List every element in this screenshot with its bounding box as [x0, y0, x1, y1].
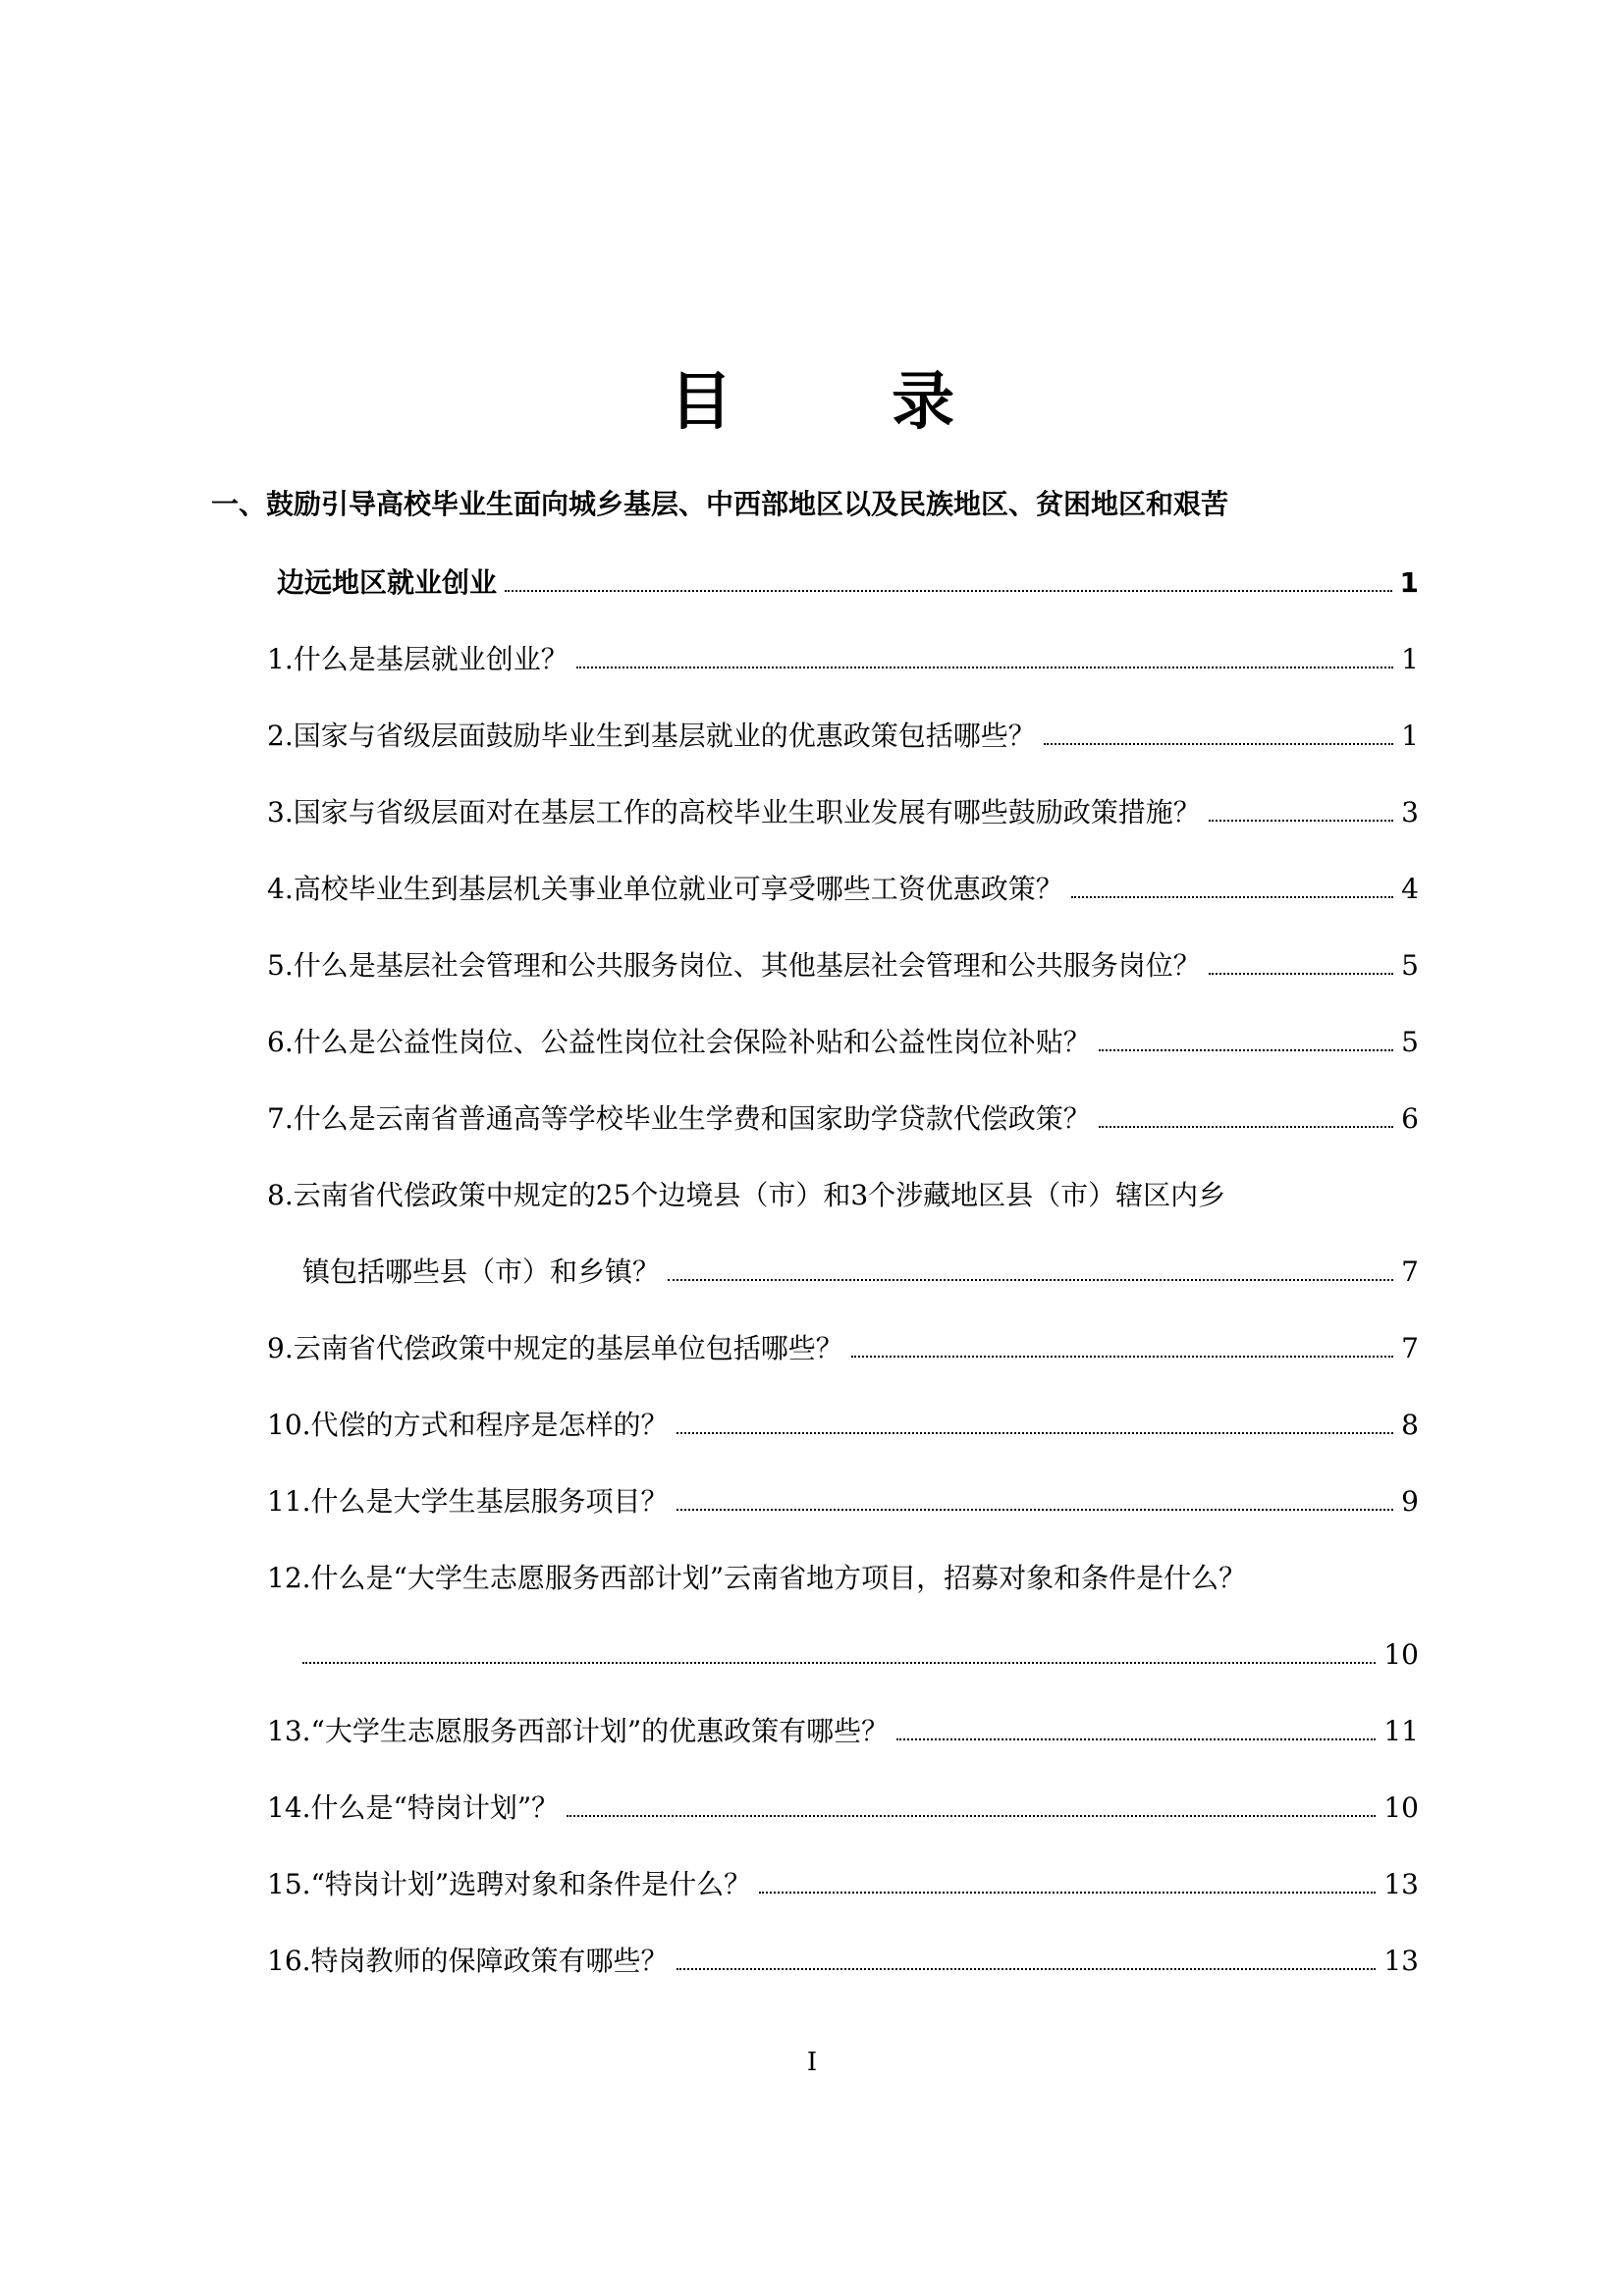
toc-page-number: 5 — [1401, 1026, 1419, 1058]
toc-section-title-line1: 一、鼓励引导高校毕业生面向城乡基层、中西部地区以及民族地区、贫困地区和艰苦 — [211, 488, 1229, 520]
toc-entry-4[interactable] — [267, 870, 1419, 909]
toc-page-number: 10 — [1383, 1638, 1419, 1671]
leader-dots — [851, 1356, 1393, 1358]
toc-page-number: 11 — [1383, 1715, 1419, 1747]
toc-entry-text: 3.国家与省级层面对在基层工作的高校毕业生职业发展有哪些鼓励政策措施？ — [267, 796, 1201, 828]
toc-entry-text: 14.什么是“特岗计划”？ — [267, 1791, 560, 1824]
toc-page-number: 5 — [1401, 949, 1419, 982]
toc-page-number: 8 — [1401, 1409, 1419, 1441]
toc-entry-10[interactable] — [267, 1406, 1419, 1445]
leader-dots — [668, 1279, 1393, 1281]
toc-page-number: 9 — [1401, 1485, 1419, 1518]
toc-entry-text: 7.什么是云南省普通高等学校毕业生学费和国家助学贷款代偿政策？ — [267, 1102, 1091, 1135]
leader-dots — [302, 1662, 1376, 1664]
toc-entry-12[interactable] — [267, 1559, 1419, 1598]
toc-page-number: 10 — [1383, 1791, 1419, 1824]
toc-entry-14[interactable] — [267, 1789, 1419, 1828]
toc-entry-text: 12.什么是“大学生志愿服务西部计划”云南省地方项目，招募对象和条件是什么？ — [267, 1562, 1247, 1594]
page-title: 目 录 — [669, 365, 1024, 439]
toc-entry-16[interactable] — [267, 1942, 1419, 1981]
toc-entry-8[interactable] — [267, 1176, 1419, 1215]
toc-entry-2[interactable] — [267, 717, 1419, 756]
toc-entry-text: 1.什么是基层就业创业？ — [267, 643, 568, 675]
leader-dots — [505, 590, 1392, 592]
leader-dots — [759, 1892, 1376, 1894]
leader-dots — [677, 1509, 1394, 1511]
toc-entry-text: 13.“大学生志愿服务西部计划”的优惠政策有哪些？ — [267, 1715, 890, 1747]
toc-entry-text: 2.国家与省级层面鼓励毕业生到基层就业的优惠政策包括哪些？ — [267, 720, 1036, 752]
leader-dots — [1044, 743, 1393, 745]
toc-entry-6[interactable] — [267, 1023, 1419, 1062]
toc-page-number: 6 — [1401, 1102, 1419, 1135]
toc-entry-text: 11.什么是大学生基层服务项目？ — [267, 1485, 669, 1518]
toc-page-number: 13 — [1383, 1868, 1419, 1900]
toc-entry-text: 5.什么是基层社会管理和公共服务岗位、其他基层社会管理和公共服务岗位？ — [267, 949, 1201, 982]
toc-section-heading[interactable] — [211, 485, 1419, 524]
toc-entry-1[interactable] — [267, 640, 1419, 679]
toc-entry-text-cont: 镇包括哪些县（市）和乡镇？ — [302, 1255, 661, 1288]
toc-page-number: 1 — [1399, 566, 1419, 599]
toc-entry-text: 8.云南省代偿政策中规定的25个边境县（市）和3个涉藏地区县（市）辖区内乡 — [267, 1179, 1226, 1211]
leader-dots — [677, 1968, 1377, 1970]
toc-entry-12-cont[interactable] — [302, 1635, 1419, 1675]
toc-page-number: 1 — [1401, 643, 1419, 675]
leader-dots — [1099, 1049, 1393, 1051]
toc-entry-11[interactable] — [267, 1482, 1419, 1522]
leader-dots — [567, 1815, 1376, 1817]
toc-page-number: 3 — [1401, 796, 1419, 828]
toc-entry-7[interactable] — [267, 1099, 1419, 1139]
footer-page-number: I — [806, 2048, 818, 2077]
leader-dots — [896, 1738, 1376, 1740]
toc-section-title-line2: 边远地区就业创业 — [277, 566, 498, 599]
toc-page-number: 1 — [1401, 720, 1419, 752]
toc-entry-9[interactable] — [267, 1329, 1419, 1368]
toc-page-number: 7 — [1401, 1255, 1419, 1288]
toc-entry-text: 9.云南省代偿政策中规定的基层单位包括哪些？ — [267, 1332, 843, 1364]
toc-entry-text: 4.高校毕业生到基层机关事业单位就业可享受哪些工资优惠政策？ — [267, 873, 1063, 905]
leader-dots — [1071, 896, 1393, 898]
toc-entry-text: 6.什么是公益性岗位、公益性岗位社会保险补贴和公益性岗位补贴？ — [267, 1026, 1091, 1058]
toc-entry-5[interactable] — [267, 946, 1419, 986]
leader-dots — [677, 1432, 1394, 1434]
toc-entry-3[interactable] — [267, 793, 1419, 832]
toc-entry-13[interactable] — [267, 1712, 1419, 1751]
toc-page-number: 13 — [1383, 1945, 1419, 1977]
toc-entry-text: 10.代偿的方式和程序是怎样的？ — [267, 1409, 669, 1441]
leader-dots — [1209, 973, 1393, 975]
leader-dots — [1099, 1126, 1393, 1128]
toc-page-number: 4 — [1401, 873, 1419, 905]
toc-entry-text: 15.“特岗计划”选聘对象和条件是什么？ — [267, 1868, 752, 1900]
toc-entry-15[interactable] — [267, 1865, 1419, 1904]
toc-entry-text: 16.特岗教师的保障政策有哪些？ — [267, 1945, 669, 1977]
toc-section-heading-cont[interactable] — [277, 563, 1419, 603]
toc-page-number: 7 — [1401, 1332, 1419, 1364]
leader-dots — [1209, 820, 1393, 822]
leader-dots — [576, 667, 1393, 668]
toc-entry-8-cont[interactable] — [302, 1253, 1419, 1292]
